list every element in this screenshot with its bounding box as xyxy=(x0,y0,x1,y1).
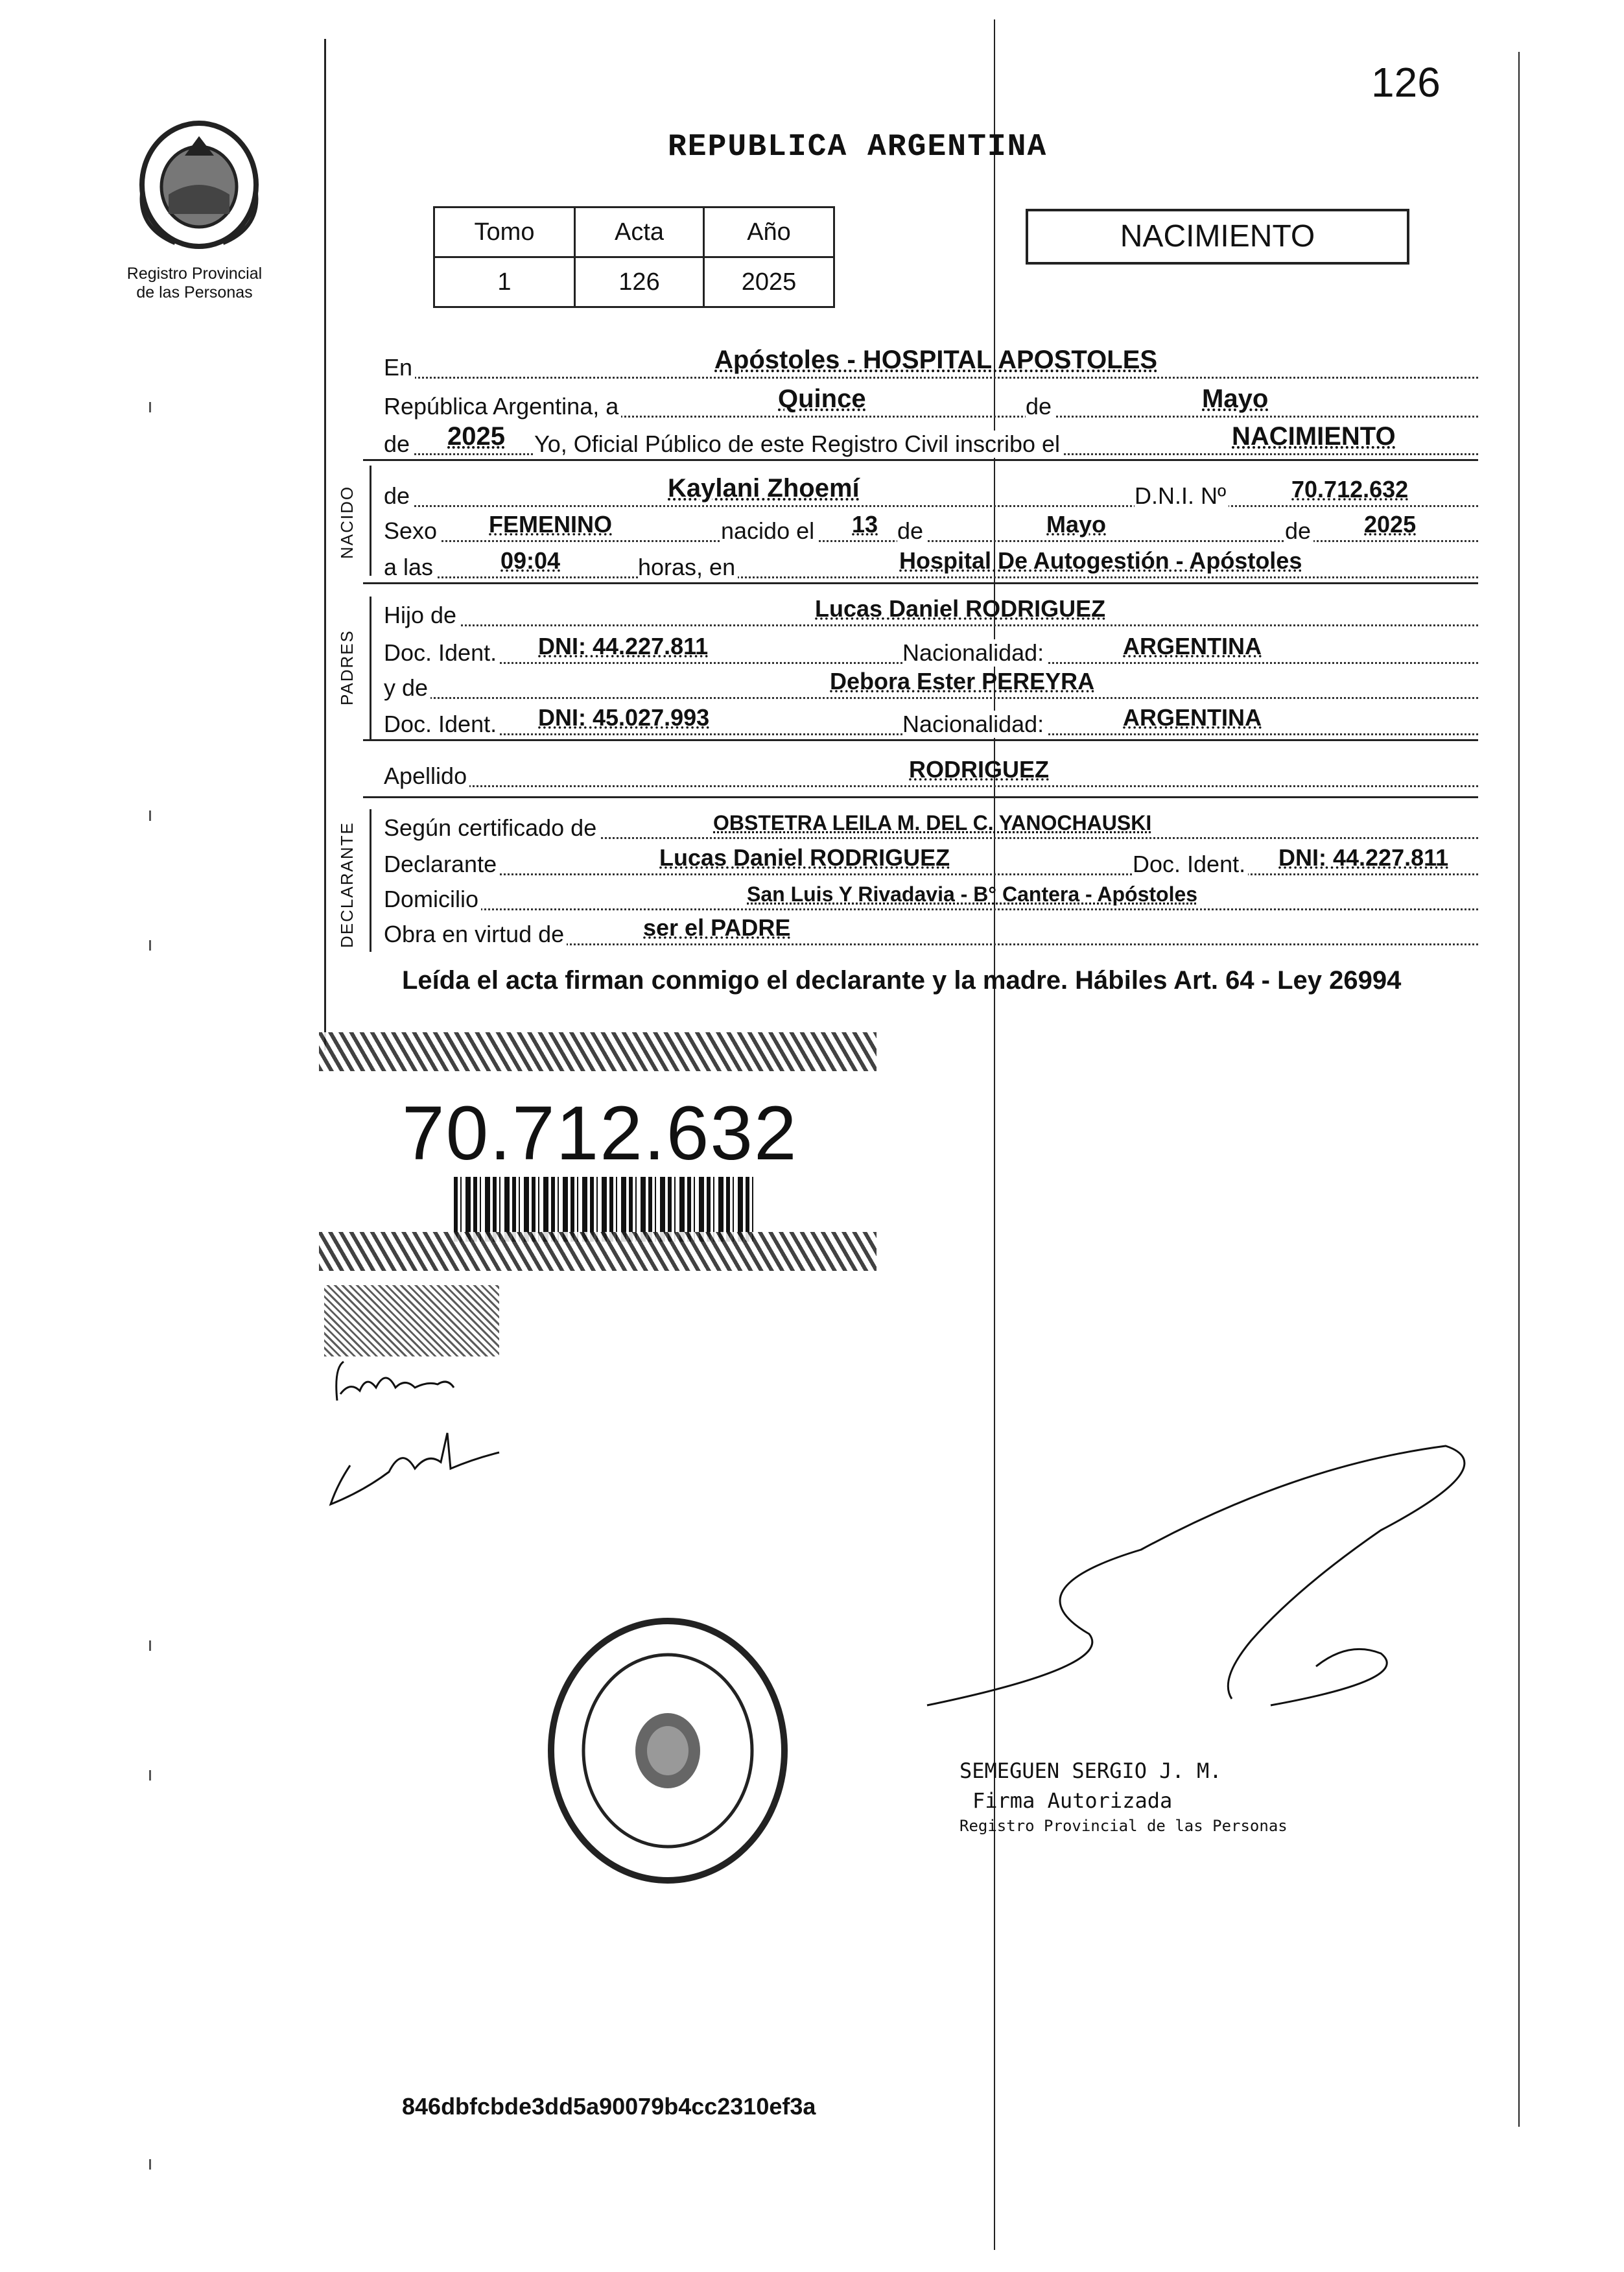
value-day: Quince xyxy=(778,385,866,413)
value-month: Mayo xyxy=(1202,385,1269,413)
caption-line-2: de las Personas xyxy=(136,283,253,302)
label-domicilio: Domicilio xyxy=(384,886,481,913)
row-certificado xyxy=(384,804,1478,843)
value-mother-doc: DNI: 45.027.993 xyxy=(538,704,710,731)
registry-table-values xyxy=(434,257,834,307)
divider xyxy=(363,582,1478,584)
signer-name: SEMEGUEN SERGIO J. M. xyxy=(959,1758,1222,1783)
label-doc-ident: Doc. Ident. xyxy=(384,711,499,738)
header-acta: Acta xyxy=(575,207,704,257)
row-mother-doc xyxy=(384,700,1478,739)
value-domicilio: San Luis Y Rivadavia - B° Cantera - Apóstoles xyxy=(747,882,1198,906)
official-signature xyxy=(765,1394,1511,1718)
label-y-de: y de xyxy=(384,674,430,702)
row-oficial xyxy=(384,420,1478,459)
value-acta: 126 xyxy=(575,257,704,307)
row-nacido-name xyxy=(384,472,1478,511)
label-nacido-el: nacido el xyxy=(721,517,817,545)
label-de: de xyxy=(897,517,926,545)
label-de: de xyxy=(1285,517,1313,545)
row-y-de xyxy=(384,664,1478,703)
label-sexo: Sexo xyxy=(384,517,440,545)
divider xyxy=(363,739,1478,741)
registry-table xyxy=(433,206,835,308)
row-apellido xyxy=(384,752,1478,791)
section-label-padres: PADRES xyxy=(337,630,357,705)
value-anio: 2025 xyxy=(704,257,834,307)
divider xyxy=(363,796,1478,798)
label-nacionalidad: Nacionalidad: xyxy=(902,639,1046,667)
value-birth-day: 13 xyxy=(852,511,878,538)
value-birth-month: Mayo xyxy=(1046,511,1107,538)
margin-tick xyxy=(149,402,151,412)
value-birth-time: 09:04 xyxy=(500,547,561,574)
security-band-top xyxy=(319,1032,877,1071)
label-nacionalidad: Nacionalidad: xyxy=(902,711,1046,738)
act-type-box: NACIMIENTO xyxy=(1026,209,1409,265)
row-declarante xyxy=(384,840,1478,879)
value-child-dni: 70.712.632 xyxy=(1291,476,1409,503)
row-en xyxy=(384,344,1478,383)
value-declarante: Lucas Daniel RODRIGUEZ xyxy=(659,844,950,871)
label-declarante: Declarante xyxy=(384,851,499,878)
value-certificado: OBSTETRA LEILA M. DEL C. YANOCHAUSKI xyxy=(713,811,1152,834)
value-place: Apóstoles - HOSPITAL APOSTOLES xyxy=(714,346,1158,374)
registry-caption xyxy=(113,265,276,302)
signer-role: Firma Autorizada xyxy=(972,1788,1173,1813)
label-obra: Obra en virtud de xyxy=(384,921,567,948)
value-birth-year: 2025 xyxy=(1364,511,1417,538)
registry-table-header xyxy=(434,207,834,257)
left-margin-rule xyxy=(324,39,326,1050)
right-margin-rule xyxy=(1518,52,1520,2127)
value-declarante-doc: DNI: 44.227.811 xyxy=(1278,844,1449,871)
margin-tick xyxy=(149,2159,151,2170)
label-republica: República Argentina, a xyxy=(384,393,621,420)
label-certificado: Según certificado de xyxy=(384,814,599,842)
label-a-las: a las xyxy=(384,554,436,581)
header-tomo: Tomo xyxy=(434,207,575,257)
label-de: de xyxy=(384,431,412,458)
row-sexo xyxy=(384,507,1478,546)
section-label-nacido: NACIDO xyxy=(337,485,357,559)
row-obra xyxy=(384,910,1478,949)
row-hijo-de xyxy=(384,591,1478,630)
label-hijo-de: Hijo de xyxy=(384,602,459,629)
label-horas: horas, en xyxy=(638,554,738,581)
value-birth-place: Hospital De Autogestión - Apóstoles xyxy=(899,547,1302,574)
page-number: 126 xyxy=(1371,59,1441,106)
row-father-doc xyxy=(384,629,1478,668)
closing-note: Leída el acta firman conmigo el declarante y la madre. Hábiles Art. 64 - Ley 26994 xyxy=(402,966,1402,995)
value-mother-nat: ARGENTINA xyxy=(1123,704,1262,731)
registry-round-stamp xyxy=(545,1615,791,1887)
margin-tick xyxy=(149,1640,151,1651)
label-de: de xyxy=(384,482,412,510)
header-anio: Año xyxy=(704,207,834,257)
date-stamp xyxy=(324,1285,499,1356)
row-republica xyxy=(384,383,1478,421)
value-child-name: Kaylani Zhoemí xyxy=(668,474,860,503)
section-bracket xyxy=(370,466,371,576)
value-father-doc: DNI: 44.227.811 xyxy=(538,633,709,659)
hash-code: 846dbfcbde3dd5a90079b4cc2310ef3a xyxy=(402,2093,816,2120)
value-tomo: 1 xyxy=(434,257,575,307)
value-obra: ser el PADRE xyxy=(643,914,791,941)
divider xyxy=(363,459,1478,461)
row-domicilio xyxy=(384,875,1478,914)
label-de: de xyxy=(1026,393,1054,420)
id-number: 70.712.632 xyxy=(402,1091,798,1176)
value-mother: Debora Ester PEREYRA xyxy=(830,668,1095,694)
security-band-bottom xyxy=(319,1232,877,1271)
label-apellido: Apellido xyxy=(384,763,469,790)
section-bracket xyxy=(370,597,371,739)
row-hora xyxy=(384,543,1478,582)
label-en: En xyxy=(384,354,415,381)
signer-office: Registro Provincial de las Personas xyxy=(959,1817,1288,1835)
margin-tick xyxy=(149,940,151,951)
handwritten-signatures xyxy=(324,1355,519,1511)
label-doc-ident: Doc. Ident. xyxy=(384,639,499,667)
section-bracket xyxy=(370,809,371,952)
value-sexo: FEMENINO xyxy=(489,511,613,538)
margin-tick xyxy=(149,1770,151,1781)
section-label-declarante: DECLARANTE xyxy=(337,822,357,948)
value-apellido: RODRIGUEZ xyxy=(909,756,1049,783)
value-inscribe: NACIMIENTO xyxy=(1232,422,1396,451)
value-father-nat: ARGENTINA xyxy=(1123,633,1262,659)
label-doc-ident: Doc. Ident. xyxy=(1133,851,1248,878)
value-year: 2025 xyxy=(447,422,505,451)
margin-tick xyxy=(149,811,151,821)
province-emblem-icon xyxy=(123,110,276,259)
label-dni: D.N.I. Nº xyxy=(1135,482,1229,510)
country-title: REPUBLICA ARGENTINA xyxy=(668,130,1048,165)
caption-line-1: Registro Provincial xyxy=(126,265,263,283)
label-oficial: Yo, Oficial Público de este Registro Civil inscribo el xyxy=(534,431,1063,458)
value-father: Lucas Daniel RODRIGUEZ xyxy=(815,595,1106,622)
